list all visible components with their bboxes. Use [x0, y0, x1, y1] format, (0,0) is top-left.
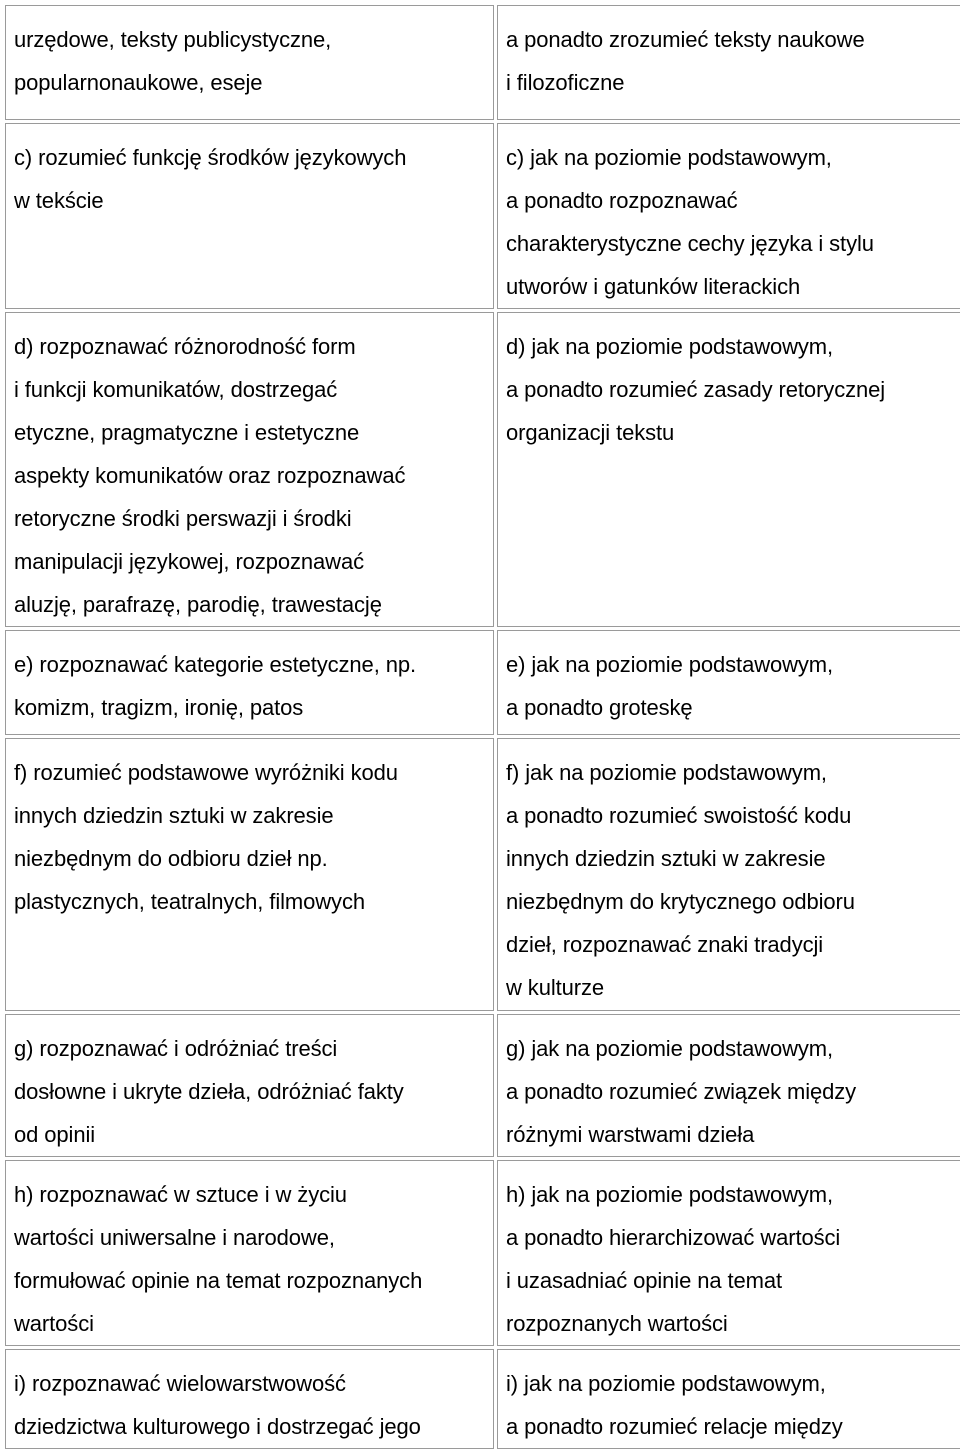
extended-level-cell [497, 1014, 960, 1157]
basic-level-cell [5, 312, 494, 627]
cell-text-line: etyczne, pragmatyczne i estetyczne [14, 420, 360, 445]
cell-text-line: dosłowne i ukryte dzieła, odróżniać fakty [14, 1079, 404, 1104]
cell-text-line: różnymi warstwami dzieła [506, 1122, 755, 1147]
cell-text-line: aluzję, parafrazę, parodię, trawestację [14, 592, 382, 617]
cell-text-line: e) rozpoznawać kategorie estetyczne, np. [14, 652, 417, 677]
cell-text-line: i) rozpoznawać wielowarstwowość [14, 1371, 346, 1396]
table-row [5, 1160, 960, 1346]
cell-text-line: innych dziedzin sztuki w zakresie [14, 803, 334, 828]
cell-text-line: h) rozpoznawać w sztuce i w życiu [14, 1182, 347, 1207]
cell-text-line: h) jak na poziomie podstawowym, [506, 1182, 834, 1207]
table-row [5, 1349, 960, 1449]
cell-text-line: g) rozpoznawać i odróżniać treści [14, 1036, 338, 1061]
cell-text-line: c) rozumieć funkcję środków językowych [14, 145, 407, 170]
table-row [5, 738, 960, 1011]
cell-text-line: komizm, tragizm, ironię, patos [14, 695, 304, 720]
table-row [5, 5, 960, 120]
cell-text-line: a ponadto rozumieć związek między [506, 1079, 857, 1104]
cell-text-line: a ponadto rozumieć swoistość kodu [506, 803, 852, 828]
cell-text-line: w tekście [14, 188, 104, 213]
table-row [5, 123, 960, 309]
extended-level-cell [497, 123, 960, 309]
cell-text-line: i filozoficzne [506, 70, 625, 95]
cell-text-line: a ponadto rozpoznawać [506, 188, 738, 213]
cell-text-line: a ponadto hierarchizować wartości [506, 1225, 841, 1250]
cell-text-line: d) rozpoznawać różnorodność form [14, 334, 356, 359]
cell-text-line: retoryczne środki perswazji i środki [14, 506, 352, 531]
basic-level-cell [5, 1160, 494, 1346]
cell-text-line: f) jak na poziomie podstawowym, [506, 760, 827, 785]
cell-text-line: a ponadto rozumieć relacje między [506, 1414, 843, 1439]
extended-level-cell [497, 312, 960, 627]
basic-level-cell [5, 5, 494, 120]
basic-level-cell [5, 630, 494, 735]
requirements-table [2, 2, 960, 1452]
cell-text-line: i uzasadniać opinie na temat [506, 1268, 783, 1293]
table-row [5, 1014, 960, 1157]
cell-text-line: dziedzictwa kulturowego i dostrzegać jego [14, 1414, 421, 1439]
cell-text-line: plastycznych, teatralnych, filmowych [14, 889, 365, 914]
cell-text-line: formułować opinie na temat rozpoznanych [14, 1268, 423, 1293]
cell-text-line: organizacji tekstu [506, 420, 675, 445]
cell-text-line: a ponadto zrozumieć teksty naukowe [506, 27, 865, 52]
cell-text-line: a ponadto rozumieć zasady retorycznej [506, 377, 886, 402]
cell-text-line: manipulacji językowej, rozpoznawać [14, 549, 364, 574]
extended-level-cell [497, 1160, 960, 1346]
cell-text-line: utworów i gatunków literackich [506, 274, 801, 299]
table-row [5, 630, 960, 735]
cell-text-line: wartości [14, 1311, 94, 1336]
table-row [5, 312, 960, 627]
cell-text-line: charakterystyczne cechy języka i stylu [506, 231, 874, 256]
cell-text-line: wartości uniwersalne i narodowe, [14, 1225, 335, 1250]
cell-text-line: e) jak na poziomie podstawowym, [506, 652, 834, 677]
cell-text-line: c) jak na poziomie podstawowym, [506, 145, 832, 170]
cell-text-line: dzieł, rozpoznawać znaki tradycji [506, 932, 824, 957]
cell-text-line: urzędowe, teksty publicystyczne, [14, 27, 332, 52]
cell-text-line: aspekty komunikatów oraz rozpoznawać [14, 463, 406, 488]
extended-level-cell [497, 5, 960, 120]
cell-text-line: d) jak na poziomie podstawowym, [506, 334, 834, 359]
basic-level-cell [5, 1014, 494, 1157]
cell-text-line: niezbędnym do krytycznego odbioru [506, 889, 855, 914]
extended-level-cell [497, 1349, 960, 1449]
cell-text-line: i funkcji komunikatów, dostrzegać [14, 377, 338, 402]
basic-level-cell [5, 738, 494, 1011]
cell-text-line: g) jak na poziomie podstawowym, [506, 1036, 834, 1061]
cell-text-line: f) rozumieć podstawowe wyróżniki kodu [14, 760, 398, 785]
cell-text-line: od opinii [14, 1122, 96, 1147]
cell-text-line: niezbędnym do odbioru dzieł np. [14, 846, 328, 871]
cell-text-line: w kulturze [506, 975, 605, 1000]
cell-text-line: a ponadto groteskę [506, 695, 693, 720]
cell-text-line: popularnonaukowe, eseje [14, 70, 263, 95]
extended-level-cell [497, 630, 960, 735]
cell-text-line: i) jak na poziomie podstawowym, [506, 1371, 826, 1396]
extended-level-cell [497, 738, 960, 1011]
basic-level-cell [5, 1349, 494, 1449]
cell-text-line: innych dziedzin sztuki w zakresie [506, 846, 826, 871]
requirements-table-body [5, 5, 960, 1449]
basic-level-cell [5, 123, 494, 309]
cell-text-line: rozpoznanych wartości [506, 1311, 728, 1336]
